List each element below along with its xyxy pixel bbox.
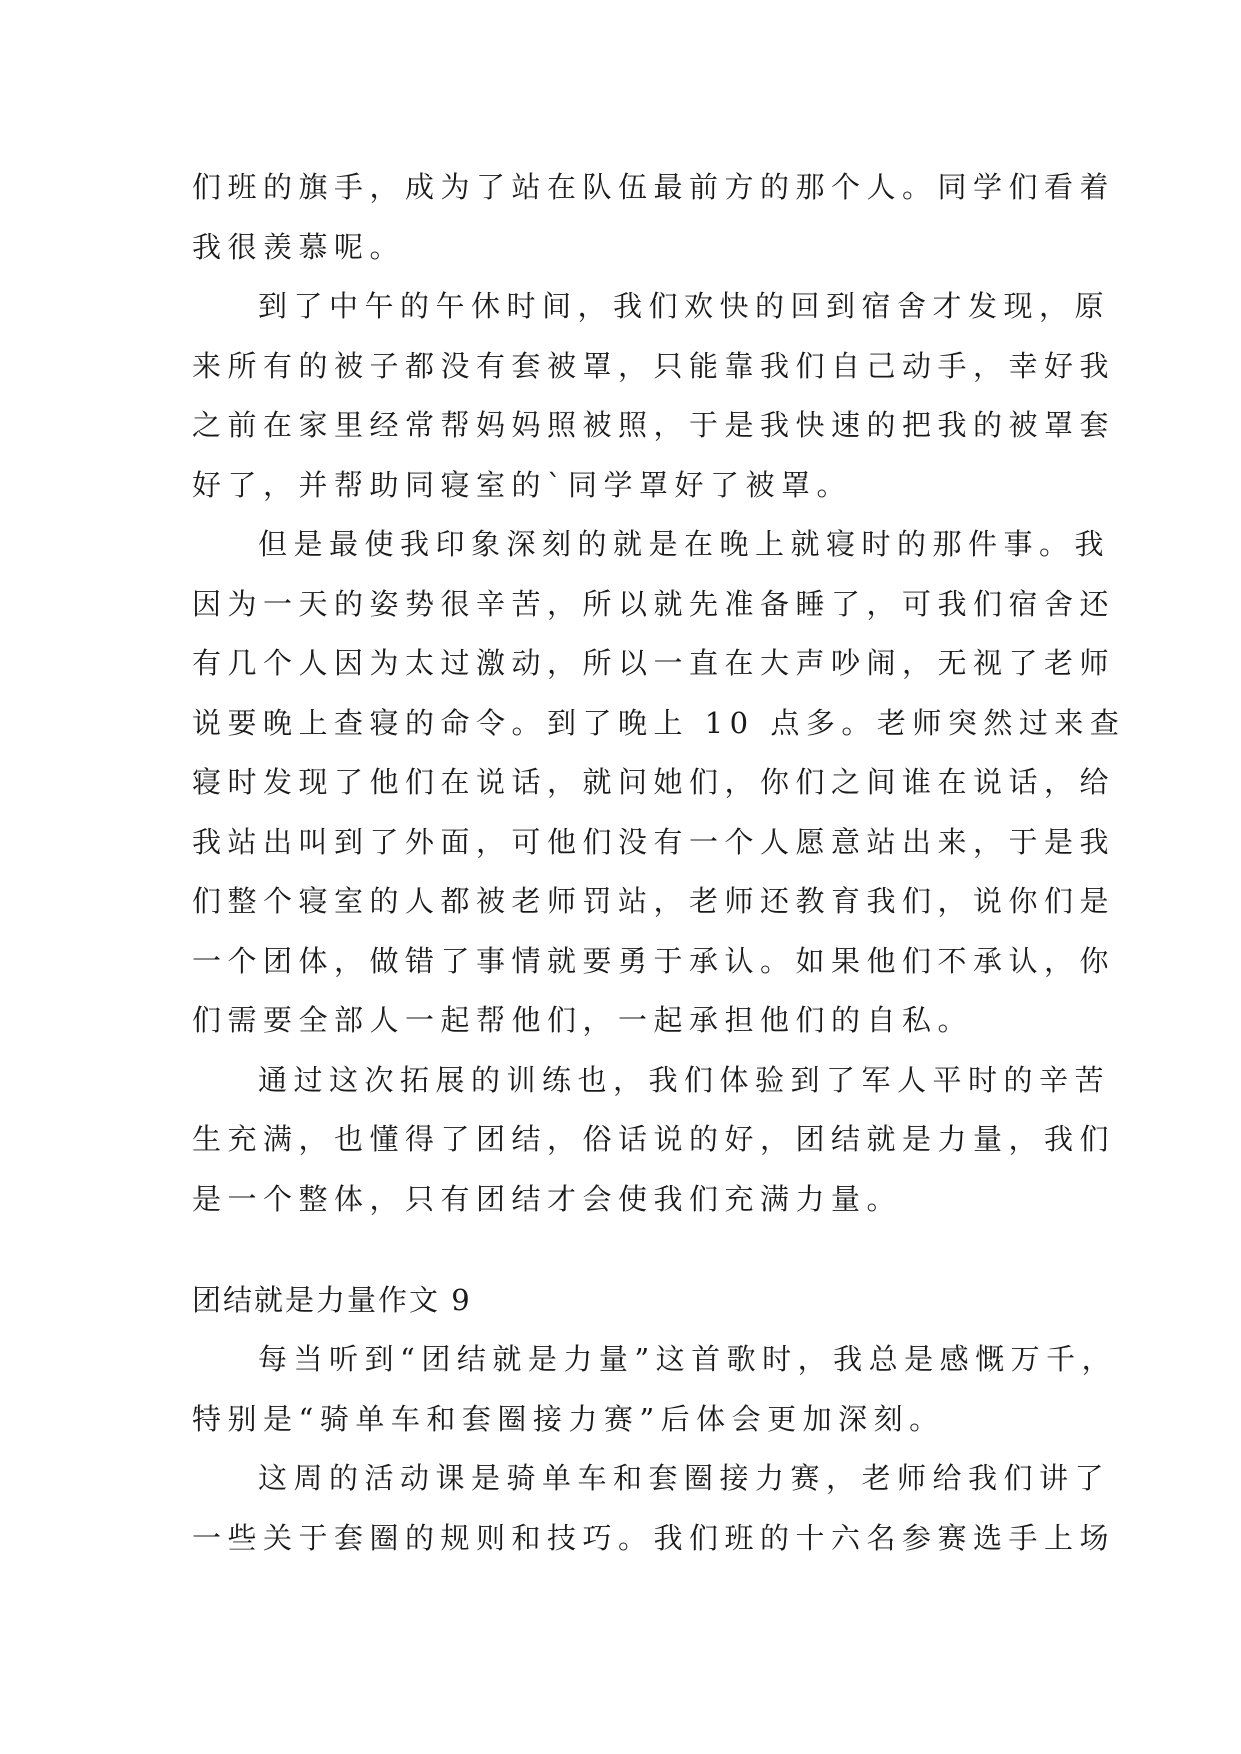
- paragraph-6: [192, 1449, 1116, 1568]
- text-line: 每当听到“团结就是力量”这首歌时，我总是感慨万千，: [258, 1342, 1118, 1376]
- text-line: 们需要全部人一起帮他们，一起承担他们的自私。: [192, 1003, 974, 1037]
- text-line: 生充满，也懂得了团结，俗话说的好，团结就是力量，我们: [192, 1122, 1116, 1156]
- text-line: 来所有的被子都没有套被罩，只能靠我们自己动手，幸好我: [192, 348, 1116, 383]
- paragraph-4: [192, 1051, 1116, 1230]
- paragraph-5: [192, 1330, 1118, 1449]
- text-line: 说要晚上查寝的命令。到了晚上 10 点多。老师突然过来查: [192, 705, 1126, 740]
- text-line: 一个团体，做错了事情就要勇于承认。如果他们不承认，你: [192, 943, 1116, 978]
- text-line: 寝时发现了他们在说话，就问她们，你们之间谁在说话，给: [192, 765, 1116, 799]
- text-line: 但是最使我印象深刻的就是在晚上就寝时的那件事。我: [258, 527, 1111, 561]
- text-line: 因为一天的姿势很辛苦，所以就先准备睡了，可我们宿舍还: [192, 586, 1116, 621]
- text-line: 们班的旗手，成为了站在队伍最前方的那个人。同学们看着: [192, 170, 1116, 204]
- text-line: 特别是“骑单车和套圈接力赛”后体会更加深刻。: [192, 1401, 945, 1436]
- paragraph-2: [192, 277, 1116, 515]
- paragraph-1: [192, 158, 1116, 277]
- text-line: 之前在家里经常帮妈妈照被照，于是我快速的把我的被罩套: [192, 408, 1116, 442]
- section-spacer: [192, 1229, 1052, 1270]
- text-line: 一些关于套圈的规则和技巧。我们班的十六名参赛选手上场: [192, 1520, 1116, 1555]
- text-line: 到了中午的午休时间，我们欢快的回到宿舍才发现，原: [258, 289, 1111, 323]
- text-line: 们整个寝室的人都被老师罚站，老师还教育我们，说你们是: [192, 884, 1116, 918]
- text-line: 这周的活动课是骑单车和套圈接力赛，老师给我们讲了: [258, 1461, 1111, 1495]
- text-line: 我很羡慕呢。: [192, 229, 406, 264]
- text-line: 我站出叫到了外面，可他们没有一个人愿意站出来，于是我: [192, 824, 1116, 859]
- text-line: 有几个人因为太过激动，所以一直在大声吵闹，无视了老师: [192, 646, 1116, 680]
- section-title: 团结就是力量作文 9: [192, 1283, 472, 1317]
- text-line: 好了，并帮助同寝室的`同学罩好了被罩。: [192, 467, 853, 502]
- text-line: 通过这次拓展的训练也，我们体验到了军人平时的辛苦: [258, 1062, 1111, 1097]
- paragraph-3: [192, 515, 1126, 1051]
- text-line: 是一个整体，只有团结才会使我们充满力量。: [192, 1181, 903, 1216]
- document-page: [192, 158, 1126, 1568]
